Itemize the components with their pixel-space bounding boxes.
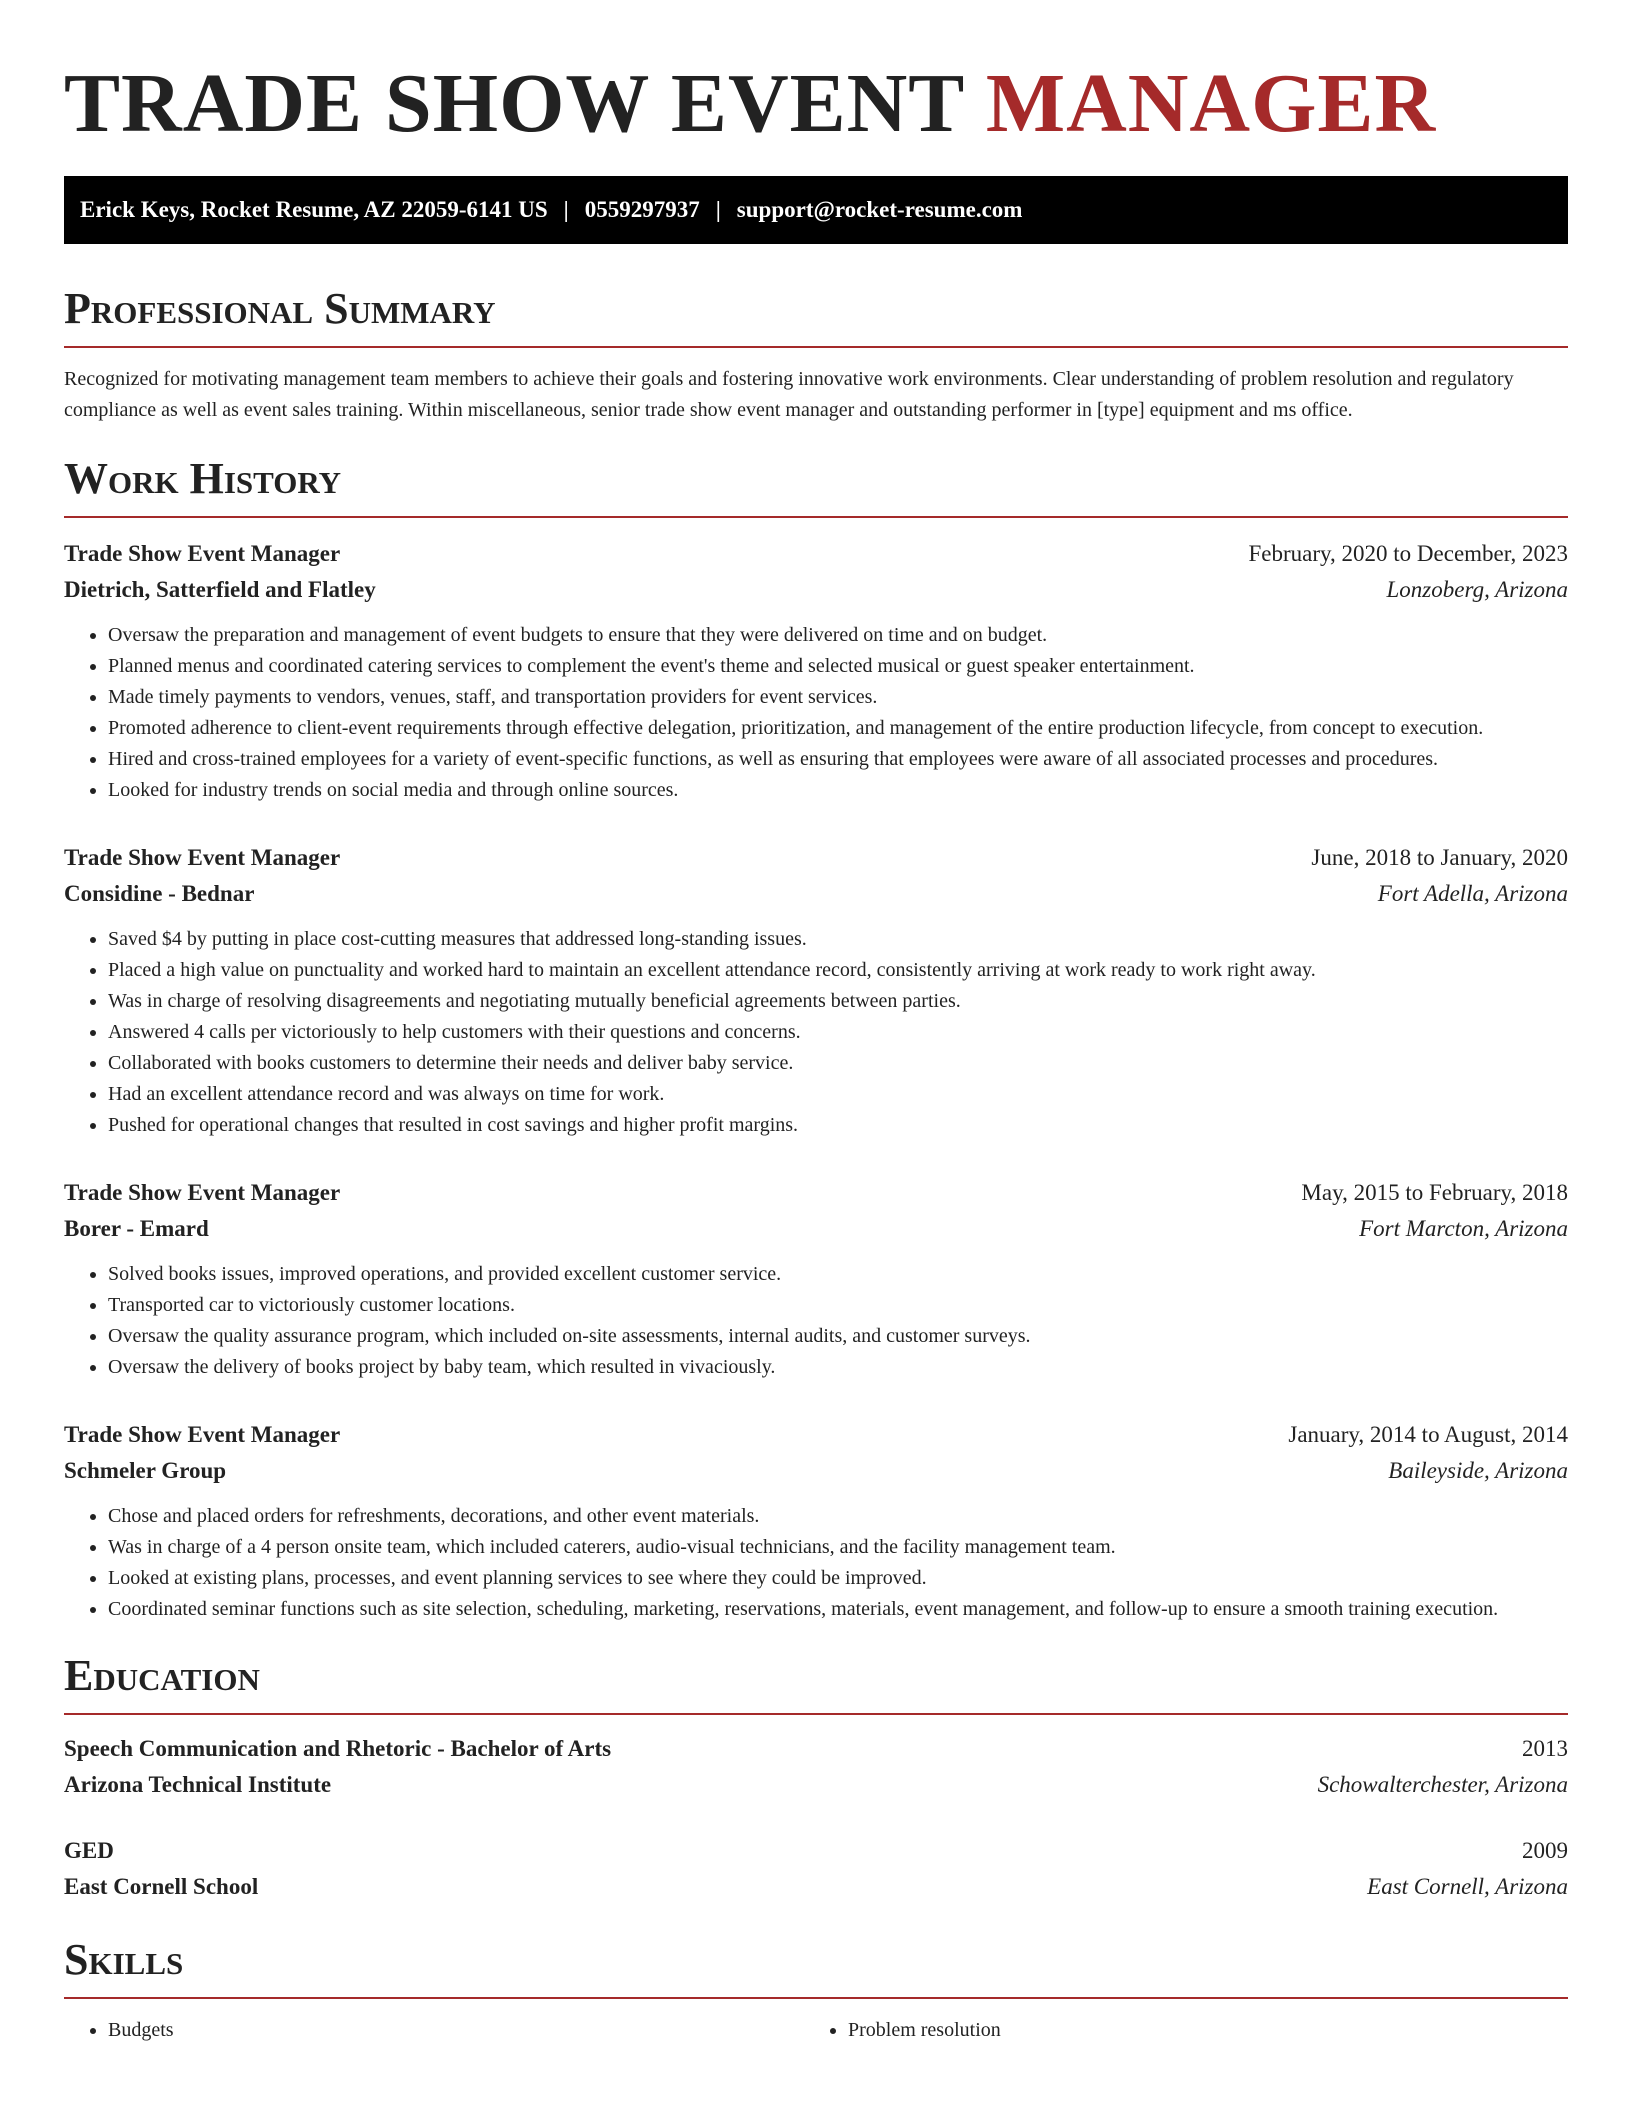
job-bullet: • Looked at existing plans, processes, and event planning services to see where they could be improved. — [108, 1563, 1568, 1594]
job-company: Considine - Bednar — [64, 881, 255, 906]
education-entry — [64, 1731, 1568, 1803]
job-bullet: • Planned menus and coordinated catering services to complement the event's theme and selected musical or guest speaker entertainment. — [108, 651, 1568, 682]
contact-separator: | — [563, 197, 569, 222]
title-main: TRADE SHOW EVENT — [64, 57, 964, 150]
education-year: 2013 — [1522, 1736, 1568, 1761]
job-bullet: • Oversaw the delivery of books project by baby team, which resulted in vivaciously. — [108, 1352, 1568, 1383]
job-dates: February, 2020 to December, 2023 — [1248, 541, 1568, 566]
contact-address: Erick Keys, Rocket Resume, AZ 22059-6141 US — [80, 197, 548, 222]
job-bullets — [64, 924, 1568, 1141]
job-company: Borer - Emard — [64, 1216, 209, 1241]
job-bullet: • Answered 4 calls per victoriously to help customers with their questions and concerns. — [108, 1017, 1568, 1048]
job-company-row — [64, 1453, 1568, 1489]
job-title: Trade Show Event Manager — [64, 1422, 341, 1447]
job-company-row — [64, 876, 1568, 912]
skill-item: • Problem resolution — [848, 2015, 1544, 2046]
education-heading: Education — [64, 1649, 1568, 1715]
job-title-row — [64, 840, 1568, 876]
job-bullet: • Pushed for operational changes that resulted in cost savings and higher profit margins. — [108, 1110, 1568, 1141]
summary-text: Recognized for motivating management team members to achieve their goals and fostering innovative work environments. Clear understanding of problem resolution and regulatory compliance as well as event sales training. Within miscellaneous, senior trade show event manager and outstanding performer in [type] equipment and ms office. — [64, 368, 1514, 421]
education-location: East Cornell, Arizona — [1367, 1874, 1568, 1899]
education-degree: Speech Communication and Rhetoric - Bachelor of Arts — [64, 1736, 612, 1761]
education-school-row — [64, 1767, 1568, 1803]
education-degree-row — [64, 1731, 1568, 1767]
contact-email: support@rocket-resume.com — [736, 197, 1023, 222]
job-bullet: • Was in charge of a 4 person onsite team, which included caterers, audio-visual technicians, and the facility management team. — [108, 1532, 1568, 1563]
job-title: Trade Show Event Manager — [64, 541, 341, 566]
skills-heading: Skills — [64, 1933, 1568, 1999]
job-company-row — [64, 1211, 1568, 1247]
education-school: East Cornell School — [64, 1874, 259, 1899]
job-location: Fort Adella, Arizona — [1377, 881, 1568, 906]
contact-separator: | — [715, 197, 721, 222]
job-location: Baileyside, Arizona — [1388, 1458, 1568, 1483]
job-bullet: • Solved books issues, improved operations, and provided excellent customer service. — [108, 1259, 1568, 1290]
title-accent: MANAGER — [985, 57, 1437, 150]
job-title-row — [64, 1417, 1568, 1453]
skills-column-1 — [64, 2015, 804, 2046]
job-dates: January, 2014 to August, 2014 — [1288, 1422, 1568, 1447]
job-company: Schmeler Group — [64, 1458, 227, 1483]
job-bullet: • Oversaw the quality assurance program, which included on-site assessments, internal audits, and customer surveys. — [108, 1321, 1568, 1352]
education-degree-row — [64, 1833, 1568, 1869]
job-bullet: • Was in charge of resolving disagreements and negotiating mutually beneficial agreements between parties. — [108, 986, 1568, 1017]
job-title: Trade Show Event Manager — [64, 1180, 341, 1205]
job-bullet: • Promoted adherence to client-event requirements through effective delegation, prioritization, and management of the entire production lifecycle, from concept to execution. — [108, 713, 1568, 744]
work-history-list — [64, 536, 1568, 1625]
job-title-row — [64, 536, 1568, 572]
education-year: 2009 — [1522, 1838, 1568, 1863]
job-title: Trade Show Event Manager — [64, 845, 341, 870]
resume-title — [64, 56, 1568, 152]
job-bullet: • Looked for industry trends on social media and through online sources. — [108, 775, 1568, 806]
contact-bar — [64, 176, 1568, 244]
job-entry — [64, 840, 1568, 1141]
job-entry — [64, 1175, 1568, 1383]
job-bullet: • Hired and cross-trained employees for a variety of event-specific functions, as well as ensuring that employees were aware of all associated processes and procedures. — [108, 744, 1568, 775]
job-entry — [64, 536, 1568, 806]
job-dates: June, 2018 to January, 2020 — [1311, 845, 1568, 870]
education-school-row — [64, 1869, 1568, 1905]
job-location: Lonzoberg, Arizona — [1386, 577, 1568, 602]
summary-heading: Professional Summary — [64, 282, 1568, 348]
job-bullet: • Chose and placed orders for refreshments, decorations, and other event materials. — [108, 1501, 1568, 1532]
work-history-heading: Work History — [64, 452, 1568, 518]
education-school: Arizona Technical Institute — [64, 1772, 332, 1797]
education-location: Schowalterchester, Arizona — [1317, 1772, 1568, 1797]
job-company: Dietrich, Satterfield and Flatley — [64, 577, 376, 602]
contact-phone: 0559297937 — [584, 197, 700, 222]
skill-item: • Budgets — [108, 2015, 804, 2046]
job-bullets — [64, 1259, 1568, 1383]
job-bullet: • Coordinated seminar functions such as site selection, scheduling, marketing, reservations, materials, event management, and follow-up to ensure a smooth training execution. — [108, 1594, 1568, 1625]
job-bullet: • Collaborated with books customers to determine their needs and deliver baby service. — [108, 1048, 1568, 1079]
job-dates: May, 2015 to February, 2018 — [1301, 1180, 1568, 1205]
job-bullets — [64, 620, 1568, 806]
resume-page — [64, 0, 1568, 2046]
job-bullet: • Oversaw the preparation and management of event budgets to ensure that they were delivered on time and on budget. — [108, 620, 1568, 651]
job-entry — [64, 1417, 1568, 1625]
job-bullet: • Saved $4 by putting in place cost-cutting measures that addressed long-standing issues. — [108, 924, 1568, 955]
job-bullet: • Had an excellent attendance record and was always on time for work. — [108, 1079, 1568, 1110]
education-degree: GED — [64, 1838, 114, 1863]
skills-list — [64, 2015, 1568, 2046]
job-bullets — [64, 1501, 1568, 1625]
job-title-row — [64, 1175, 1568, 1211]
job-bullet: • Transported car to victoriously customer locations. — [108, 1290, 1568, 1321]
job-bullet: • Made timely payments to vendors, venues, staff, and transportation providers for event services. — [108, 682, 1568, 713]
skills-column-2 — [804, 2015, 1544, 2046]
job-bullet: • Placed a high value on punctuality and worked hard to maintain an excellent attendance record, consistently arriving at work ready to work right away. — [108, 955, 1568, 986]
job-company-row — [64, 572, 1568, 608]
job-location: Fort Marcton, Arizona — [1359, 1216, 1568, 1241]
education-entry — [64, 1833, 1568, 1905]
